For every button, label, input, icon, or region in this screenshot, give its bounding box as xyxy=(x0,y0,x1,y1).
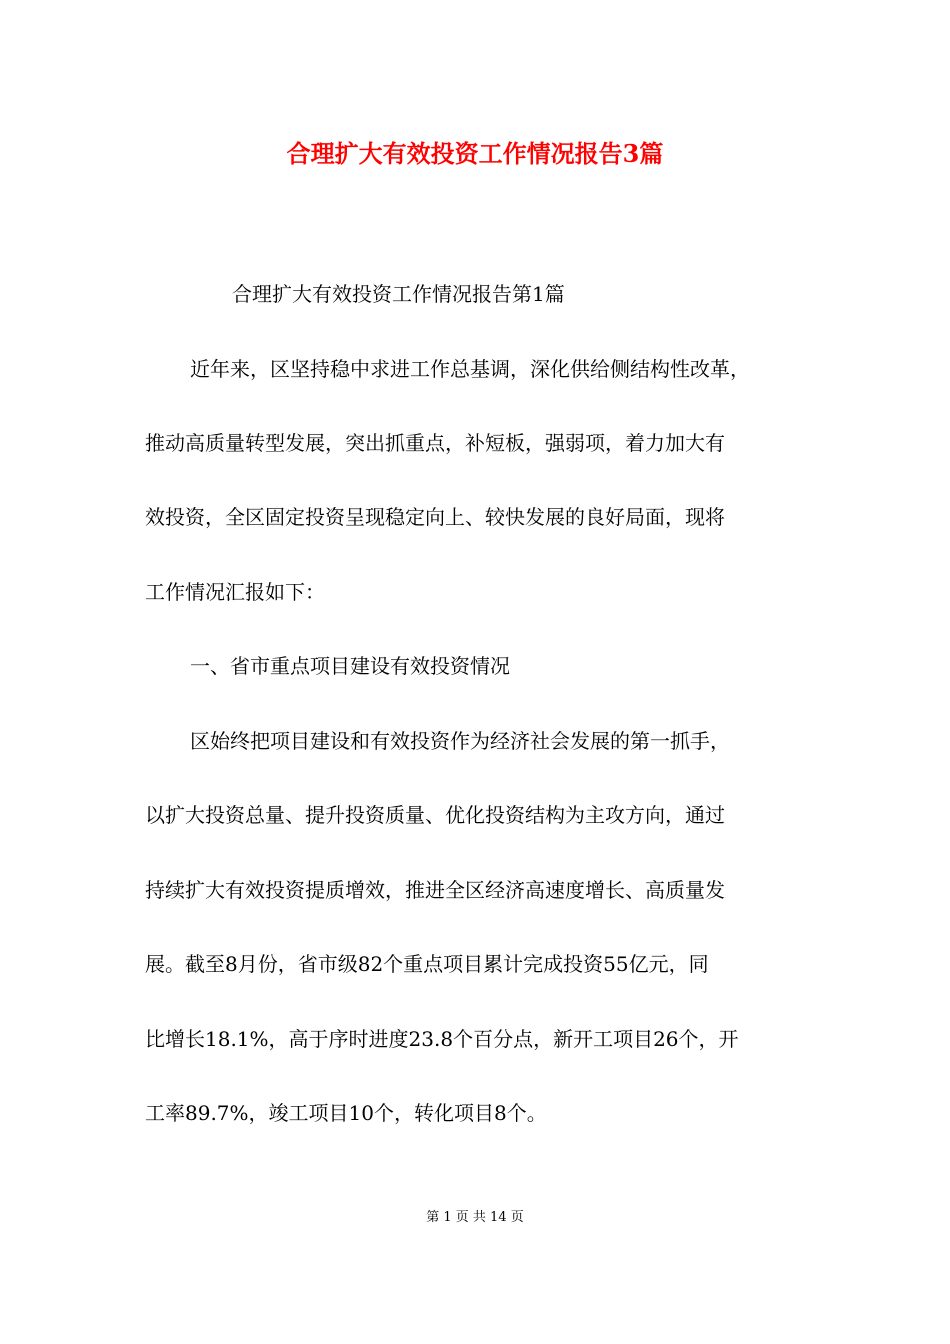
page-footer xyxy=(0,1209,950,1227)
paragraph-1-line-1: 近年来，区坚持稳中求进工作总基调，深化供给侧结构性改革， xyxy=(190,357,750,381)
paragraph-2-line-5: 比增长18.1%，高于序时进度23.8个百分点，新开工项目26个，开 xyxy=(145,1027,739,1051)
paragraph-2-line-6: 工率89.7%，竣工项目10个，转化项目8个。 xyxy=(145,1101,547,1125)
paragraph-2-line-2: 以扩大投资总量、提升投资质量、优化投资结构为主攻方向，通过 xyxy=(145,803,725,827)
paragraph-1-line-4: 工作情况汇报如下： xyxy=(145,580,325,604)
paragraph-1-line-2: 推动高质量转型发展，突出抓重点，补短板，强弱项，着力加大有 xyxy=(145,431,725,455)
paragraph-2-line-1: 区始终把项目建设和有效投资作为经济社会发展的第一抓手， xyxy=(190,729,730,753)
section-heading: 一、省市重点项目建设有效投资情况 xyxy=(190,654,510,678)
document-title: 合理扩大有效投资工作情况报告3篇 xyxy=(286,139,664,168)
report-heading: 合理扩大有效投资工作情况报告第1篇 xyxy=(232,282,565,306)
paragraph-2-line-4: 展。截至8月份，省市级82个重点项目累计完成投资55亿元，同 xyxy=(145,952,709,976)
paragraph-1-line-3: 效投资，全区固定投资呈现稳定向上、较快发展的良好局面，现将 xyxy=(145,505,725,529)
page-number-text: 第 1 页 共 14 页 xyxy=(426,1210,524,1225)
paragraph-2-line-3: 持续扩大有效投资提质增效，推进全区经济高速度增长、高质量发 xyxy=(145,878,725,902)
